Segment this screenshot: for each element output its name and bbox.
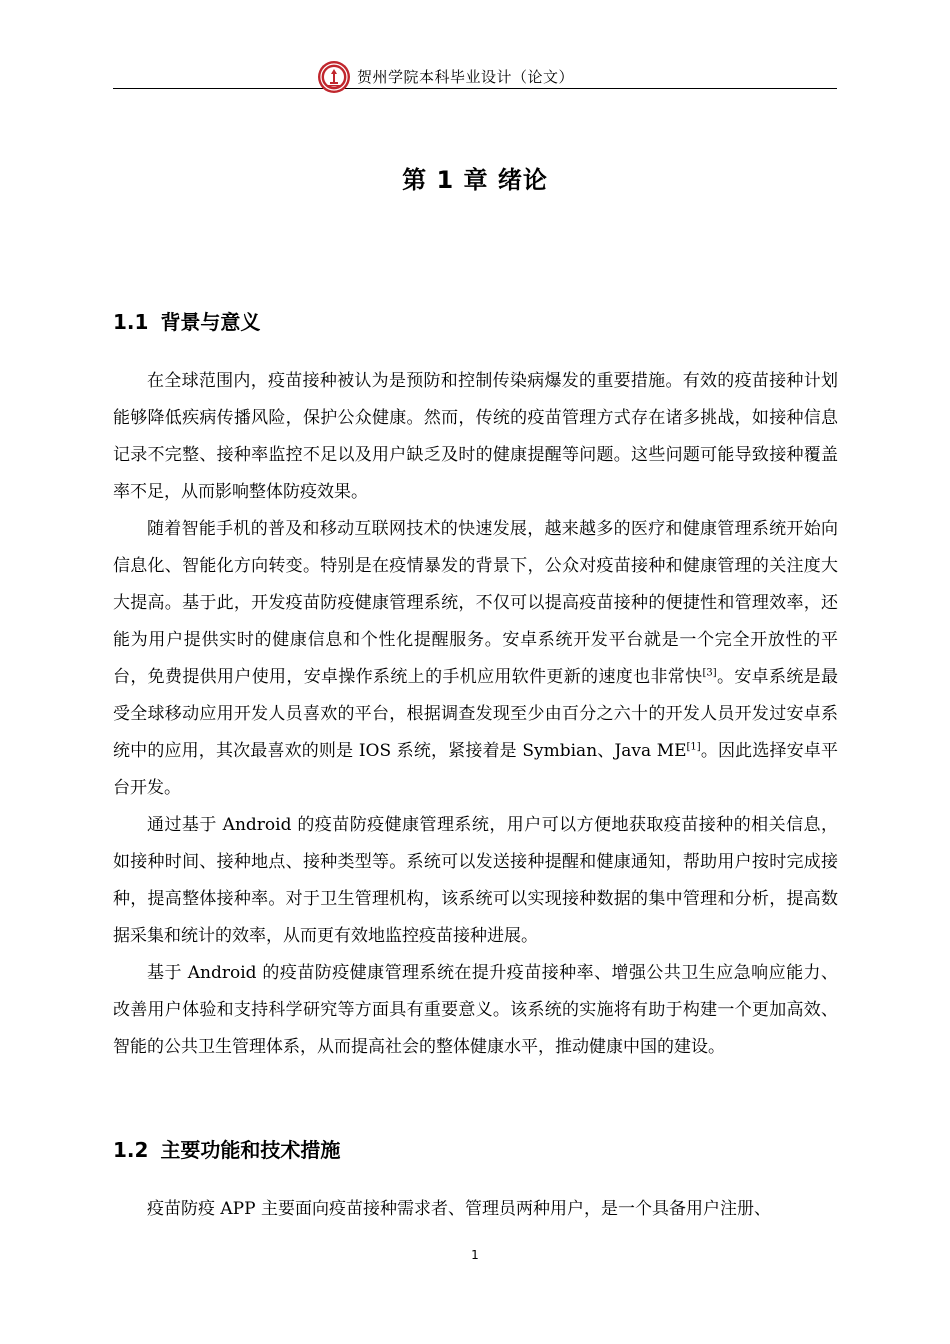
page-header [113, 60, 837, 89]
section-heading-1-2 [113, 1134, 340, 1163]
section-1-1-paragraphs [113, 363, 838, 1066]
section-1-2-paragraphs [113, 1191, 838, 1228]
section-title-text: 主要功能和技术措施 [160, 1138, 341, 1162]
section-number: 1.2 [113, 1138, 149, 1162]
page-number: 1 [471, 1248, 479, 1262]
university-seal-icon [317, 60, 351, 94]
chapter-title: 第 1 章 绪论 [402, 166, 548, 194]
paragraph-text: 。安卓系统是最受全球移动应用开发人员喜欢的平台，根据调查发现至少由百分之六十的开发人员开发过安卓系统中的应用，其次最喜欢的则是 IOS 系统，紧接着是 Symbian、Java ME [113, 667, 839, 761]
paragraph: 疫苗防疫 APP 主要面向疫苗接种需求者、管理员两种用户，是一个具备用户注册、 [147, 1199, 771, 1219]
section-heading-1-1 [113, 306, 260, 335]
paragraph [113, 511, 838, 807]
paragraph: 基于 Android 的疫苗防疫健康管理系统在提升疫苗接种率、增强公共卫生应急响应能力、改善用户体验和支持科学研究等方面具有重要意义。该系统的实施将有助于构建一个更加高效、智能的公共卫生管理体系，从而提高社会的整体健康水平，推动健康中国的建设。 [113, 963, 838, 1057]
paragraph: 在全球范围内，疫苗接种被认为是预防和控制传染病爆发的重要措施。有效的疫苗接种计划能够降低疾病传播风险，保护公众健康。然而，传统的疫苗管理方式存在诸多挑战，如接种信息记录不完整、接种率监控不足以及用户缺乏及时的健康提醒等问题。这些问题可能导致接种覆盖率不足，从而影响整体防疫效果。 [113, 371, 838, 502]
paragraph-text: 随着智能手机的普及和移动互联网技术的快速发展，越来越多的医疗和健康管理系统开始向信息化、智能化方向转变。特别是在疫情暴发的背景下，公众对疫苗接种和健康管理的关注度大大提高。基于此，开发疫苗防疫健康管理系统，不仅可以提高疫苗接种的便捷性和管理效率，还能为用户提供实时的健康信息和个性化提醒服务。安卓系统开发平台就是一个完全开放性的平台，免费提供用户使用，安卓操作系统上的手机应用软件更新的速度也非常快 [113, 519, 838, 687]
header-title: 贺州学院本科毕业设计（论文） [357, 68, 575, 86]
section-title-text: 背景与意义 [160, 310, 261, 334]
paragraph: 通过基于 Android 的疫苗防疫健康管理系统，用户可以方便地获取疫苗接种的相关信息，如接种时间、接种地点、接种类型等。系统可以发送接种提醒和健康通知，帮助用户按时完成接种，提高整体接种率。对于卫生管理机构，该系统可以实现接种数据的集中管理和分析，提高数据采集和统计的效率，从而更有效地监控疫苗接种进展。 [113, 815, 838, 946]
paragraph-text: 。因此选择安卓平台开发。 [113, 741, 838, 798]
citation-ref: [1] [686, 741, 701, 753]
section-number: 1.1 [113, 310, 149, 334]
citation-ref: [3] [702, 667, 717, 679]
